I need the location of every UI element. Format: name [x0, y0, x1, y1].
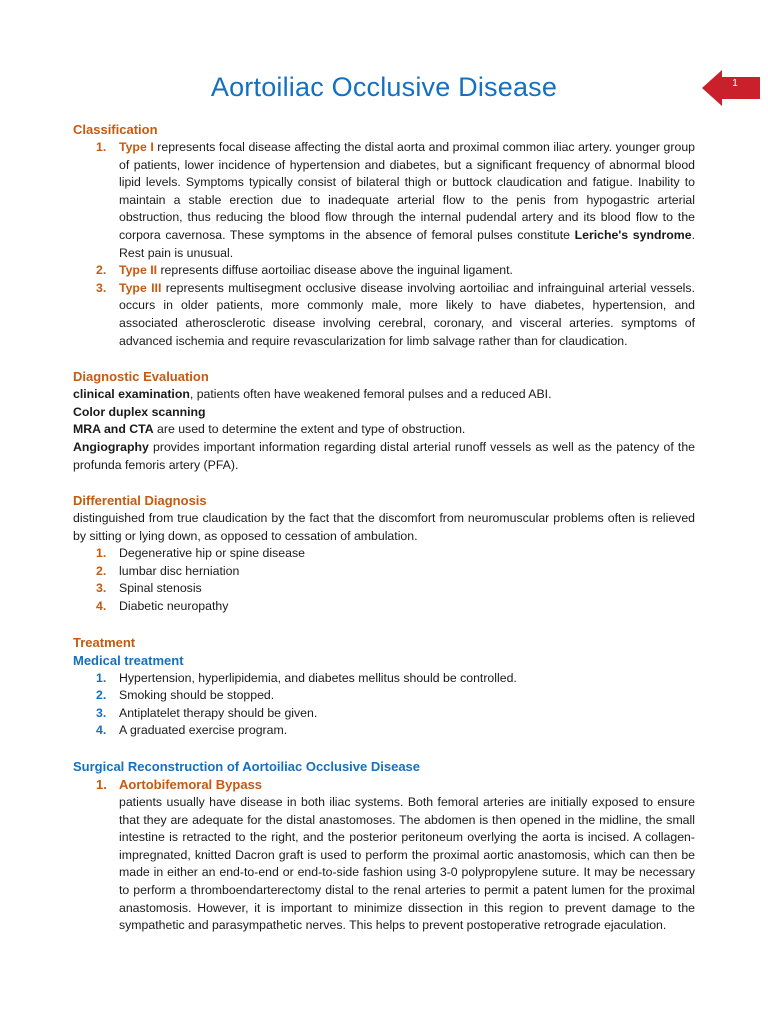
surgical-heading: Surgical Reconstruction of Aortoiliac Occlusive Disease: [73, 759, 421, 775]
item-text: lumbar disc herniation: [119, 563, 240, 578]
differential-list: [73, 545, 695, 615]
list-item: [73, 580, 695, 598]
diagnostic-line: [73, 404, 695, 422]
item-text: Hypertension, hyperlipidemia, and diabetes mellitus should be controlled.: [119, 670, 517, 685]
type-label: Type II: [119, 263, 158, 278]
diagnostic-line: [73, 439, 695, 474]
diagnostic-text: , patients often have weakened femoral pulses and a reduced ABI.: [189, 387, 552, 402]
aortobifemoral-paragraph: patients usually have disease in both iliac systems. Both femoral arteries are initially exposed to ensure that they are adequate for the distal anastomoses. The abdomen is then opened in the midline, the small intestine is retracted to the right, and the posterior peritoneum overlying the aorta is incised. A collagen-impregnated, knitted Dacron graft is used to perform the proximal aortic anastomosis, which can then be made in either an end-to-end or end-to-side fashion using 3-0 polypropylene suture. It may be necessary to perform a thromboendarterectomy distal to the renal arteries to permit a patent lumen for the proximal anastomosis. However, it is important to minimize dissection in this region to prevent damage to the sympathetic and parasympathetic nerves. This helps to prevent postoperative retrograde ejaculation.: [119, 795, 695, 933]
classification-list: [73, 139, 695, 350]
item-text: Diabetic neuropathy: [119, 599, 229, 614]
differential-intro: distinguished from true claudication by the fact that the discomfort from neuromuscular problems often is relieved by sitting or lying down, as opposed to cessation of ambulation.: [73, 511, 695, 543]
medical-treatment-list: [73, 670, 695, 740]
item-text: Degenerative hip or spine disease: [119, 546, 305, 561]
classification-item: [73, 280, 695, 350]
item-text: . Rest pain is unusual.: [119, 227, 695, 260]
leriche-term: Leriche's syndrome: [574, 227, 692, 242]
list-number: 2.: [96, 688, 107, 703]
list-number: 1.: [96, 546, 107, 561]
diagnostic-term: Angiography: [73, 439, 149, 454]
classification-heading: Classification: [73, 122, 158, 137]
diagnostic-term: Color duplex scanning: [73, 404, 206, 419]
document-body: [73, 121, 695, 935]
list-number: 1.: [96, 777, 107, 793]
medical-treatment-heading: Medical treatment: [73, 652, 184, 668]
type-label: Type III: [119, 280, 162, 295]
item-text: represents focal disease affecting the distal aorta and proximal common iliac artery. younger group of patients, lower incidence of hypertension and diabetes, but a significant frequency of abnormal blood lipid levels. Symptoms typically consist of bilateral thigh or buttock claudication and fatigue. Inability to maintain a stable erection due to inadequate arterial flow to the penis from hypogastric arterial obstruction, thus reducing the blood flow through the internal pudendal artery and its blood flow to the corpora cavernosa. These symptoms in the absence of femoral pulses constitute: [119, 140, 695, 242]
list-number: 2.: [96, 563, 107, 578]
list-number: 3.: [96, 581, 107, 596]
item-text: Antiplatelet therapy should be given.: [119, 705, 318, 720]
diagnostic-line: [73, 421, 695, 439]
item-text: Spinal stenosis: [119, 581, 202, 596]
diagnostic-line: [73, 386, 695, 404]
treatment-heading: Treatment: [73, 634, 136, 650]
list-number: 2.: [96, 263, 107, 278]
differential-heading: Differential Diagnosis: [73, 493, 207, 509]
list-item: [73, 670, 695, 688]
diagnostic-term: MRA and CTA: [73, 422, 154, 437]
diagnostic-text: provides important information regarding distal arterial runoff vessels as well as the patency of the profunda femoris artery (PFA).: [73, 439, 695, 472]
aortobifemoral-heading: [73, 776, 695, 794]
item-text: represents diffuse aortoiliac disease above the inguinal ligament.: [157, 263, 513, 278]
list-number: 4.: [96, 723, 107, 738]
list-number: 4.: [96, 599, 107, 614]
sub-heading-text: Aortobifemoral Bypass: [119, 777, 263, 793]
list-number: 1.: [96, 670, 107, 685]
list-item: [73, 722, 695, 740]
list-item: [73, 705, 695, 723]
classification-item: [73, 139, 695, 262]
list-item: [73, 598, 695, 616]
page-number: 1: [732, 78, 738, 89]
diagnostic-text: are used to determine the extent and type of obstruction.: [153, 422, 466, 437]
diagnostic-term: clinical examination: [73, 387, 190, 402]
list-number: 3.: [96, 280, 107, 295]
page-title: Aortoiliac Occlusive Disease: [210, 72, 558, 102]
item-text: A graduated exercise program.: [119, 723, 288, 738]
list-item: [73, 563, 695, 581]
list-item: [73, 545, 695, 563]
list-number: 3.: [96, 705, 107, 720]
diagnostic-heading: Diagnostic Evaluation: [73, 369, 209, 385]
classification-item: [73, 262, 695, 280]
list-item: [73, 687, 695, 705]
item-text: Smoking should be stopped.: [119, 688, 275, 703]
type-label: Type I: [119, 140, 154, 154]
item-text: represents multisegment occlusive disease involving aortoiliac and infrainguinal arterial vessels. occurs in older patients, more commonly male, more likely to have diabetes, hypertension, and associated atherosclerotic disease involving cerebral, coronary, and visceral arteries. symptoms of advanced ischemia and require revascularization for limb salvage rather than for claudication.: [119, 280, 695, 348]
list-number: 1.: [96, 140, 107, 154]
